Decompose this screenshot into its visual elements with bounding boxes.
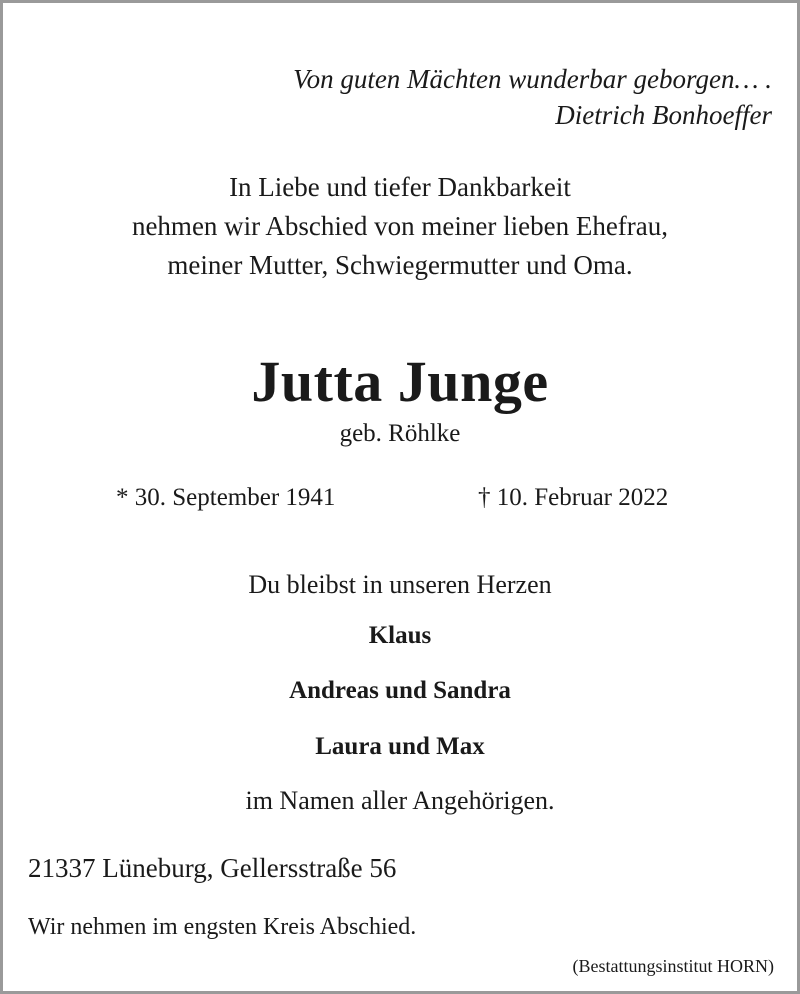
death-date: † 10. Februar 2022 (478, 484, 669, 511)
quote-text: Von guten Mächten wunderbar geborgen… . (293, 64, 772, 94)
funeral-note: Wir nehmen im engsten Kreis Abschied. (28, 914, 417, 940)
mourner-name: Laura und Max (315, 733, 485, 760)
closing-line: Du bleibst in unseren Herzen (248, 570, 552, 599)
on-behalf-line: im Namen aller Angehörigen. (245, 786, 555, 815)
address: 21337 Lüneburg, Gellersstraße 56 (28, 853, 397, 883)
intro-line: In Liebe und tiefer Dankbarkeit (229, 172, 571, 202)
deceased-name: Jutta Junge (251, 349, 549, 414)
quote-author: Dietrich Bonhoeffer (555, 100, 772, 130)
intro-line: meiner Mutter, Schwiegermutter und Oma. (167, 250, 633, 280)
undertaker: (Bestattungsinstitut HORN) (572, 956, 774, 976)
intro-line: nehmen wir Abschied von meiner lieben Ehefrau, (131, 211, 669, 241)
mourner-name: Klaus (368, 622, 432, 649)
birth-date: * 30. September 1941 (116, 484, 336, 511)
mourner-name: Andreas und Sandra (289, 677, 511, 704)
maiden-name: geb. Röhlke (339, 420, 461, 447)
